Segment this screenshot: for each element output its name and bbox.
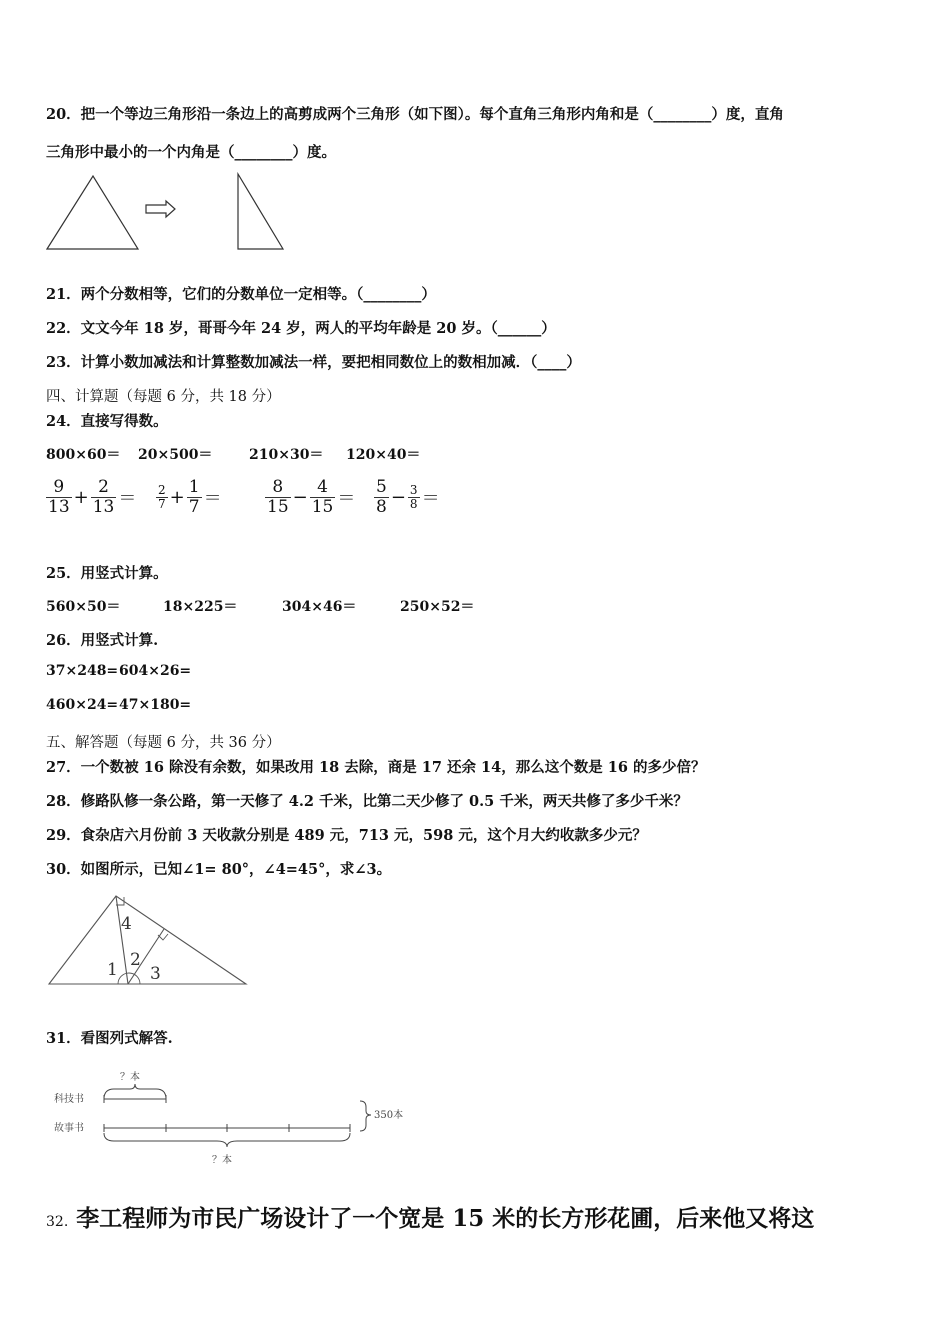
fraction-denominator: 13 bbox=[48, 496, 70, 517]
fraction-numerator: 4 bbox=[317, 477, 328, 497]
q26-expr-4: 47×180= bbox=[119, 697, 192, 713]
q22-text: 22．文文今年 18 岁，哥哥今年 24 岁，两人的平均年龄是 20 岁。（______） bbox=[46, 320, 556, 337]
q25-expr-3: 304×46＝ bbox=[282, 599, 357, 615]
q20-line2: 三角形中最小的一个内角是（________）度。 bbox=[46, 144, 336, 161]
top-question-label: ？本 bbox=[120, 1072, 140, 1083]
q31-title: 31．看图列式解答. bbox=[46, 1030, 173, 1047]
q24-fraction-expr-3 bbox=[265, 478, 357, 516]
fraction-denominator: 8 bbox=[409, 496, 418, 511]
q24-fraction-expr-4 bbox=[374, 478, 442, 516]
section4-heading: 四、计算题（每题 6 分，共 18 分） bbox=[46, 389, 281, 405]
equals-sign: ＝ bbox=[203, 488, 222, 510]
total-label: 350本 bbox=[374, 1110, 404, 1121]
big-triangle bbox=[49, 896, 246, 984]
equals-sign: ＝ bbox=[118, 488, 137, 510]
q32-number: 32. bbox=[46, 1214, 69, 1230]
q26-expr-2: 604×26= bbox=[119, 663, 192, 679]
q24-expr-2: 20×500＝ bbox=[138, 447, 213, 463]
right-triangle bbox=[238, 174, 283, 249]
q24-expr-4: 120×40＝ bbox=[346, 447, 421, 463]
bottom-question-label: ？本 bbox=[212, 1155, 232, 1166]
q25-expr-2: 18×225＝ bbox=[163, 599, 238, 615]
fraction-denominator: 13 bbox=[92, 496, 115, 517]
fraction-numerator: 2 bbox=[98, 477, 109, 497]
q32-text bbox=[46, 1200, 814, 1233]
plus-sign: + bbox=[73, 486, 89, 508]
q32-body: 李工程师为市民广场设计了一个宽是 15 米的长方形花圃，后来他又将这 bbox=[76, 1205, 815, 1232]
equals-sign: ＝ bbox=[421, 488, 440, 510]
fraction-numerator: 2 bbox=[158, 482, 166, 497]
q28-text: 28．修路队修一条公路，第一天修了 4.2 千米，比第二天少修了 0.5 千米，两天共修了多少千米？ bbox=[46, 793, 688, 810]
fraction-denominator: 8 bbox=[376, 496, 387, 517]
angle-label-3: 3 bbox=[150, 964, 161, 984]
plus-sign: + bbox=[169, 486, 185, 508]
q30-text: 30．如图所示，已知∠1= 80°，∠4=45°，求∠3。 bbox=[46, 861, 392, 878]
fraction-numerator: 8 bbox=[272, 477, 284, 497]
q25-expr-4: 250×52＝ bbox=[400, 599, 475, 615]
q24-expr-3: 210×30＝ bbox=[249, 447, 324, 463]
q26-expr-1: 37×248= bbox=[46, 663, 119, 679]
bottom-brace bbox=[104, 1133, 350, 1147]
q29-text: 29．食杂店六月份前 3 天收款分别是 489 元，713 元，598 元，这个月大约收款多少元？ bbox=[46, 827, 647, 844]
fraction-denominator: 15 bbox=[311, 496, 334, 517]
q24-fraction-expr-2 bbox=[156, 478, 224, 516]
science-book-label: 科技书 bbox=[54, 1094, 84, 1105]
q23-text: 23．计算小数加减法和计算整数加减法一样，要把相同数位上的数相加减．（____） bbox=[46, 354, 581, 371]
q20-line1: 20．把一个等边三角形沿一条边上的高剪成两个三角形（如下图）。每个直角三角形内角和是（________）度，直角 bbox=[46, 106, 784, 123]
q25-expr-1: 560×50＝ bbox=[46, 599, 121, 615]
right-arrow-icon bbox=[146, 201, 175, 217]
fraction-numerator: 5 bbox=[376, 477, 387, 497]
angle-label-2: 2 bbox=[130, 950, 141, 970]
minus-sign: − bbox=[292, 486, 308, 508]
story-book-label: 故事书 bbox=[54, 1123, 84, 1134]
equilateral-triangle bbox=[47, 176, 138, 249]
angle-label-1: 1 bbox=[107, 960, 118, 980]
fraction-numerator: 9 bbox=[53, 477, 65, 497]
q31-figure bbox=[50, 1065, 420, 1175]
q24-title: 24．直接写得数。 bbox=[46, 413, 168, 430]
q24-expr-1: 800×60＝ bbox=[46, 447, 121, 463]
right-brace bbox=[360, 1101, 371, 1131]
q27-text: 27．一个数被 16 除没有余数，如果改用 18 去除，商是 17 还余 14，那么这个数是 16 的多少倍？ bbox=[46, 759, 706, 776]
minus-sign: − bbox=[390, 486, 406, 508]
q30-figure bbox=[46, 893, 251, 988]
fraction-denominator: 7 bbox=[158, 496, 166, 511]
q24-fraction-expr-1 bbox=[46, 478, 138, 516]
q26-title: 26．用竖式计算. bbox=[46, 632, 159, 649]
q25-title: 25．用竖式计算。 bbox=[46, 565, 168, 582]
fraction-numerator: 1 bbox=[188, 477, 200, 497]
fraction-denominator: 15 bbox=[267, 496, 289, 517]
fraction-denominator: 7 bbox=[188, 496, 200, 517]
top-brace bbox=[104, 1084, 166, 1099]
section5-heading: 五、解答题（每题 6 分，共 36 分） bbox=[46, 735, 281, 751]
q20-figure bbox=[44, 172, 294, 254]
q21-text: 21．两个分数相等，它们的分数单位一定相等。（________） bbox=[46, 286, 436, 303]
fraction-numerator: 3 bbox=[409, 482, 418, 497]
angle-label-4: 4 bbox=[121, 914, 132, 934]
q26-expr-3: 460×24= bbox=[46, 697, 119, 713]
equals-sign: ＝ bbox=[337, 488, 356, 510]
